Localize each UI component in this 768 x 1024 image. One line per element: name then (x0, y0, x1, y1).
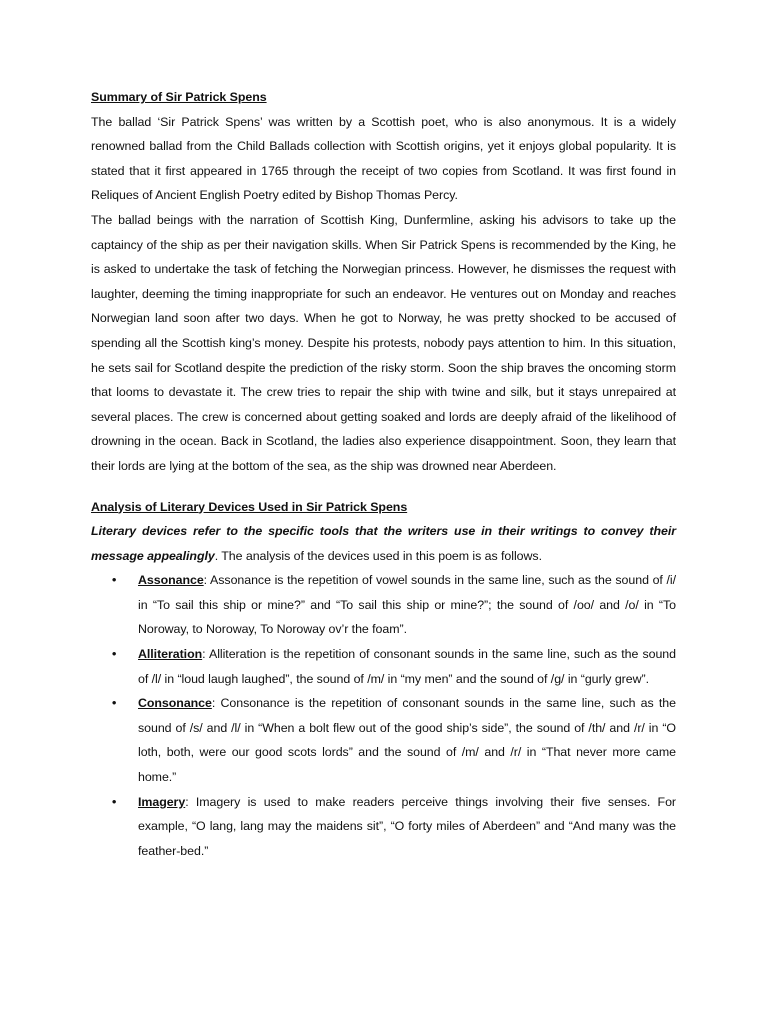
summary-paragraph-1: The ballad ‘Sir Patrick Spens’ was written by a Scottish poet, who is also anonymous. It is a widely renowned ballad from the Child Ballads collection with Scottish origins, yet it enjoys global popularity. It is stated that it first appeared in 1765 through the receipt of two copies from Scotland. It was first found in Reliques of Ancient English Poetry edited by Bishop Thomas Percy. (91, 114, 676, 203)
list-item-assonance (91, 568, 676, 642)
bullet-icon: • (112, 647, 117, 662)
device-term-imagery: Imagery (138, 794, 186, 809)
summary-heading: Summary of Sir Patrick Spens (91, 90, 267, 104)
summary-paragraph-2: The ballad beings with the narration of Scottish King, Dunfermline, asking his advisors to take up the captaincy of the ship as per their navigation skills. When Sir Patrick Spens is recommended by the King, he is asked to undertake the task of fetching the Norwegian princess. However, he dismisses the request with laughter, deeming the timing inappropriate for such an endeavor. He ventures out on Monday and reaches Norwegian land soon after two days. When he got to Norway, he was pretty shocked to be accused of spending all the Scottish king’s money. Despite his protests, nobody pays attention to him. In this situation, he sets sail for Scotland despite the prediction of the risky storm. Soon the ship braves the oncoming storm that looms to devastate it. The crew tries to repair the ship with twine and silk, but it stays unrepaired at several places. The crew is concerned about getting soaked and lords are deeply afraid of the likelihood of drowning in the ocean. Back in Scotland, the ladies also experience disappointment. Soon, they learn that their lords are lying at the bottom of the sea, as the ship was drowned near Aberdeen. (91, 212, 676, 473)
analysis-heading: Analysis of Literary Devices Used in Sir Patrick Spens (91, 499, 408, 514)
device-text-consonance: : Consonance is the repetition of consonant sounds in the same line, such as the sound of /s/ and /l/ in “When a bolt flew out of the good ship’s side”, the sound of /th/ and /r/ in “O loth, both, were our good scots lords” and the sound of /m/ and /r/ in “That never more came home.” (138, 696, 676, 785)
device-text-imagery: : Imagery is used to make readers perceive things involving their five senses. For example, “O lang, lang may the maidens sit”, “O forty miles of Aberdeen” and “And many was the feather-bed.” (138, 794, 676, 858)
list-item-consonance (91, 691, 676, 789)
document-page (91, 85, 676, 863)
list-item-alliteration (91, 642, 676, 691)
analysis-intro-rest: . The analysis of the devices used in this poem is as follows. (214, 548, 542, 563)
bullet-icon: • (112, 573, 117, 588)
list-item-imagery (91, 790, 676, 864)
device-text-assonance: : Assonance is the repetition of vowel sounds in the same line, such as the sound of /i/ in “To sail this ship or mine?” and “To sail this ship or mine?”; the sound of /oo/ and /o/ in “To Noroway, to Noroway, To Noroway ov’r the foam”. (138, 573, 676, 637)
section-spacer (91, 479, 676, 495)
analysis-intro-emphasis: Literary devices refer to the specific tools that the writers use in their writings to convey their message appealingly (91, 524, 676, 563)
bullet-icon: • (112, 794, 117, 809)
analysis-intro (91, 519, 676, 568)
literary-devices-list (91, 568, 676, 863)
device-term-alliteration: Alliteration (138, 647, 203, 662)
device-text-alliteration: : Alliteration is the repetition of consonant sounds in the same line, such as the sound of /l/ in “loud laugh laughed”, the sound of /m/ in “my men” and the sound of /g/ in “gurly grew”. (138, 647, 676, 686)
bullet-icon: • (112, 696, 117, 711)
device-term-assonance: Assonance (138, 573, 204, 588)
device-term-consonance: Consonance (138, 696, 212, 711)
